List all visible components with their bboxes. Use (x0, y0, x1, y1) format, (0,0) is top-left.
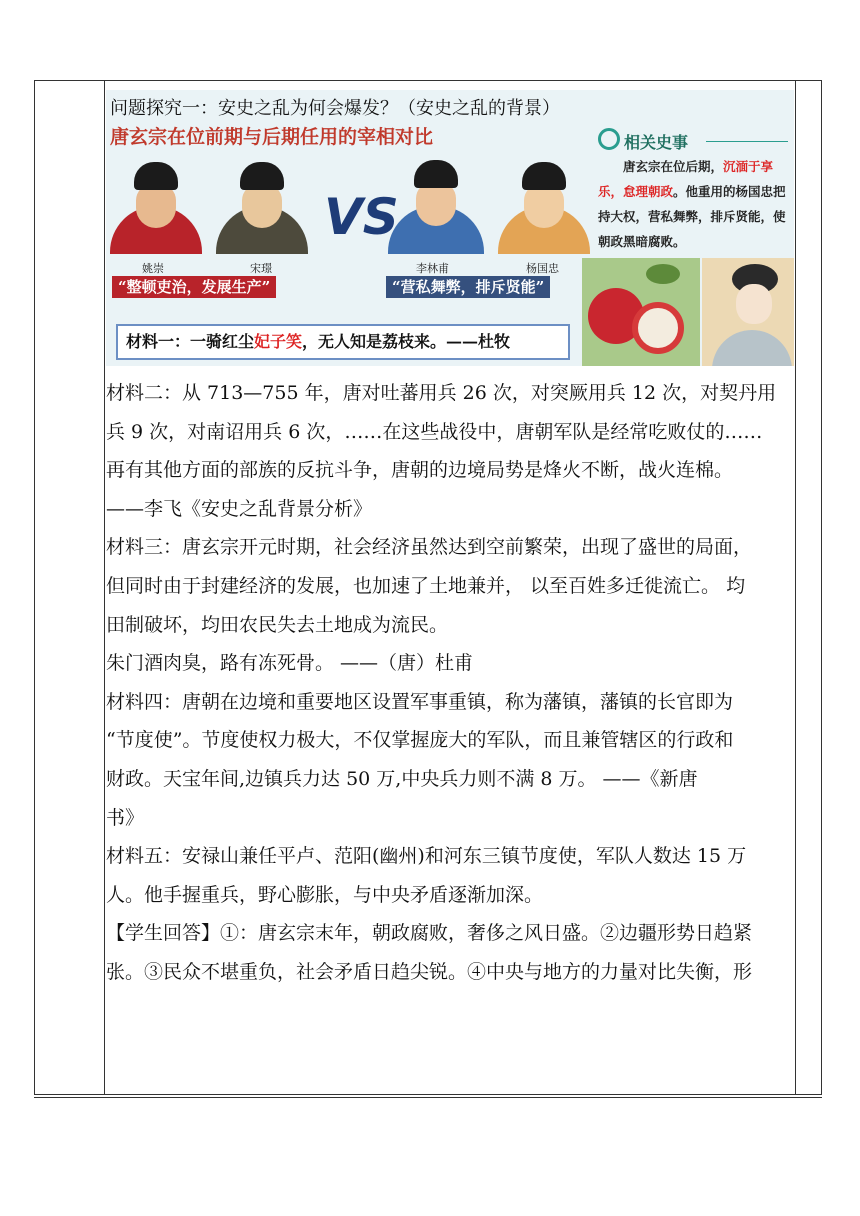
name-yao-chong: 姚崇 (142, 262, 164, 275)
comparison-banner-image (106, 90, 794, 366)
banner-question: 问题探究一：安史之乱为何会爆发？（安史之乱的背景） (110, 98, 560, 119)
materials-text (106, 374, 794, 992)
text-line: 再有其他方面的部族的反抗斗争，唐朝的边境局势是烽火不断，战火连棉。 (106, 459, 734, 482)
name-song-jing: 宋璟 (250, 262, 272, 275)
portrait-yang-guozhong (498, 162, 590, 254)
portrait-li-linfu (388, 160, 484, 254)
table-bottom-rule (34, 1097, 822, 1098)
column-divider-left (104, 80, 105, 1095)
material-one-highlight: 妃子笑 (254, 332, 303, 351)
text-line: 材料五：安禄山兼任平卢、范阳(幽州)和河东三镇节度使，军队人数达 15 万 (106, 845, 747, 868)
text-line: 兵 9 次，对南诏用兵 6 次，……在这些战役中，唐朝军队是经常吃败仗的…… (106, 420, 763, 443)
portrait-song-jing (216, 162, 308, 254)
text-line: 材料四：唐朝在边境和重要地区设置军事重镇，称为藩镇，藩镇的长官即为 (106, 690, 734, 713)
consort-painting (702, 258, 794, 366)
material-one-prefix: 材料一：一骑红尘 (126, 332, 255, 351)
text-line: 材料二：从 713—755 年，唐对吐蕃用兵 26 次，对突厥用兵 12 次，对契丹用 (106, 382, 777, 404)
text-line: 张。③民众不堪重负，社会矛盾日趋尖锐。④中央与地方的力量对比失衡，形 (106, 960, 753, 983)
text-line: “节度使”。节度使权力极大，不仅掌握庞大的军队，而且兼管辖区的行政和 (106, 729, 734, 752)
text-line: 财政。天宝年间,边镇兵力达 50 万,中央兵力则不满 8 万。 ——《新唐 (106, 767, 698, 790)
related-history-text: 唐玄宗在位后期，沉湎于享乐，怠理朝政。他重用的杨国忠把持大权，营私舞弊，排斥贤能，使朝政黑暗腐败。 (598, 159, 786, 249)
lychee-picture (582, 258, 700, 366)
name-li-linfu: 李林甫 (416, 262, 449, 275)
text-line: ——李飞《安史之乱背景分析》 (106, 497, 373, 520)
related-history-rule (706, 141, 788, 142)
banner-subtitle: 唐玄宗在位前期与后期任用的宰相对比 (110, 126, 434, 148)
text-line: 朱门酒肉臭，路有冻死骨。 ——（唐）杜甫 (106, 652, 474, 675)
text-line: 但同时由于封建经济的发展，也加速了土地兼并， 以至百姓多迁徙流亡。 均 (106, 574, 746, 597)
slogan-left: “整顿吏治，发展生产” (112, 276, 276, 298)
material-one-box (116, 324, 570, 360)
portrait-yao-chong (110, 162, 202, 254)
slogan-right: “营私舞弊，排斥贤能” (386, 276, 550, 298)
related-history-title: 相关史事 (624, 133, 689, 152)
related-history-icon (598, 128, 620, 150)
name-yang-guozhong: 杨国忠 (526, 262, 559, 275)
text-line: 材料三：唐玄宗开元时期，社会经济虽然达到空前繁荣，出现了盛世的局面， (106, 536, 753, 559)
vs-label: VS (324, 188, 399, 246)
text-line: 人。他手握重兵，野心膨胀，与中央矛盾逐渐加深。 (106, 883, 544, 906)
text-line: 书》 (106, 806, 145, 829)
material-one-suffix: ，无人知是荔枝来。——杜牧 (302, 332, 511, 351)
text-line: 【学生回答】①：唐玄宗末年，朝政腐败，奢侈之风日盛。②边疆形势日趋紧 (106, 922, 753, 945)
text-line: 田制破坏，均田农民失去土地成为流民。 (106, 613, 449, 636)
column-divider-right (795, 80, 796, 1095)
